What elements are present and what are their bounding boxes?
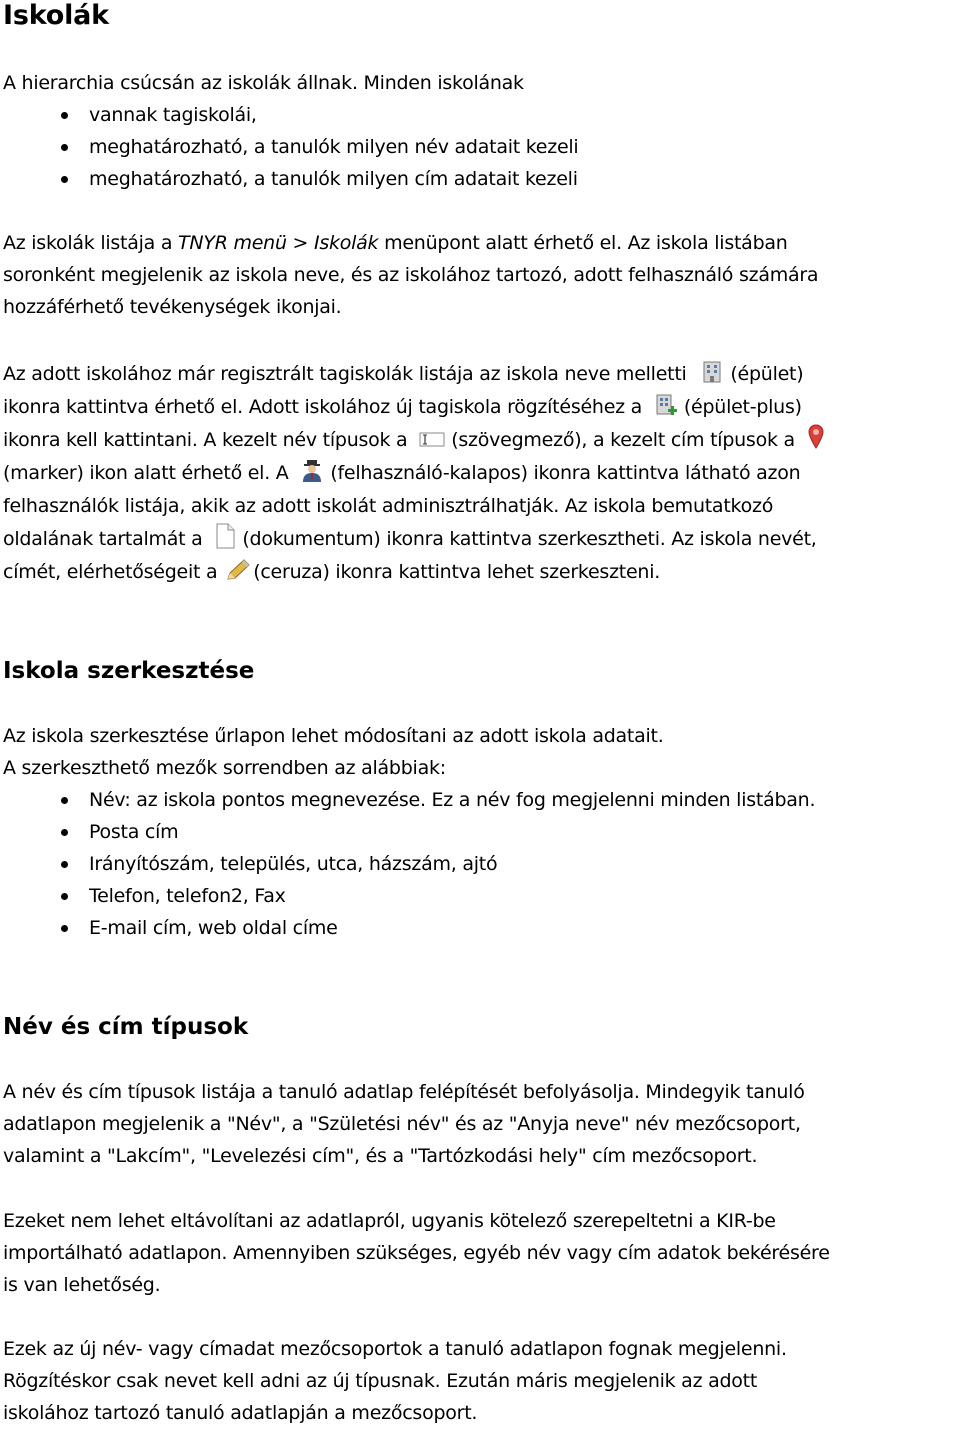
textfield-icon	[419, 430, 445, 450]
list-item: meghatározható, a tanulók milyen cím adatait kezeli	[3, 163, 960, 195]
types-paragraph-1: A név és cím típusok listája a tanuló adatlap felépítését befolyásolja. Mindegyik tanuló adatlapon megjelenik a "Név", a "Születési név" és az "Anyja neve" név mezőcsoport, valamint a "Lakcím", "Levelezési cím", és a "Tartózkodási hely" cím mezőcsoport.	[3, 1081, 805, 1167]
list-item: Irányítószám, település, utca, házszám, ajtó	[3, 848, 960, 880]
pencil-icon	[225, 558, 251, 582]
section-title-iskola-szerkesztese: Iskola szerkesztése	[3, 658, 255, 684]
section-title-nev-es-cim-tipusok: Név és cím típusok	[3, 1014, 249, 1040]
intro-paragraph: A hierarchia csúcsán az iskolák állnak. Minden iskolának	[3, 72, 524, 94]
menu-paragraph: Az iskolák listája a TNYR menü > Iskolák menüpont alatt érhető el. Az iskola listában soronként megjelenik az iskola neve, és az iskolához tartozó, adott felhasználó számára hozzáférhető tevékenységek ikonjai.	[3, 232, 819, 318]
building-plus-icon	[654, 393, 678, 417]
list-item: E-mail cím, web oldal címe	[3, 912, 960, 944]
types-paragraph-3: Ezek az új név- vagy címadat mezőcsoportok a tanuló adatlapon fognak megjelenni. Rögzítéskor csak nevet kell adni az új típusnak. Ezután máris megjelenik az adott iskolához tartozó tanuló adatlapján a mezőcsoport.	[3, 1338, 787, 1424]
list-item: Posta cím	[3, 816, 960, 848]
list-item: Telefon, telefon2, Fax	[3, 880, 960, 912]
edit-intro-paragraph: Az iskola szerkesztése űrlapon lehet módosítani az adott iskola adatait. A szerkeszthető mezők sorrendben az alábbiak:	[3, 725, 664, 779]
editable-fields-list	[3, 784, 960, 944]
list-item: Név: az iskola pontos megnevezése. Ez a név fog megjelenni minden listában.	[3, 784, 960, 816]
icons-paragraph: Az adott iskolához már regisztrált tagiskolák listája az iskola neve melletti (épület) ikonra kattintva érhető el. Adott iskolához új tagiskola rögzítéséhez a (épület-plus) ikonra kell kattintani. A kezelt név típusok a (szövegmező), a kezelt cím típusok a (marker) ikon alatt érhető el. A (felhasználó-kalapos) ikonra kattintva látható azon felhasználók listája, akik az adott iskolát adminisztrálhatják. Az iskola bemutatkozó oldalának tartalmát a (dokumentum) ikonra kattintva szerkesztheti. Az iskola nevét, címét, elérhetőségeit a (ceruza) ikonra kattintva lehet szerkeszteni.	[3, 358, 960, 589]
school-features-list	[3, 99, 960, 195]
document-icon	[214, 523, 236, 549]
types-paragraph-2: Ezeket nem lehet eltávolítani az adatlapról, ugyanis kötelező szerepeltetni a KIR-be importálható adatlapon. Amennyiben szükséges, egyéb név vagy cím adatok bekérésére is van lehetőség.	[3, 1210, 830, 1296]
section-title-iskolak: Iskolák	[3, 0, 109, 31]
building-icon	[700, 360, 724, 384]
user-hat-icon	[300, 459, 324, 483]
list-item: vannak tagiskolái,	[3, 99, 960, 131]
menu-name: TNYR menü	[178, 232, 287, 254]
marker-icon	[807, 424, 825, 450]
list-item: meghatározható, a tanulók milyen név adatait kezeli	[3, 131, 960, 163]
menu-item-name: Iskolák	[314, 232, 379, 254]
